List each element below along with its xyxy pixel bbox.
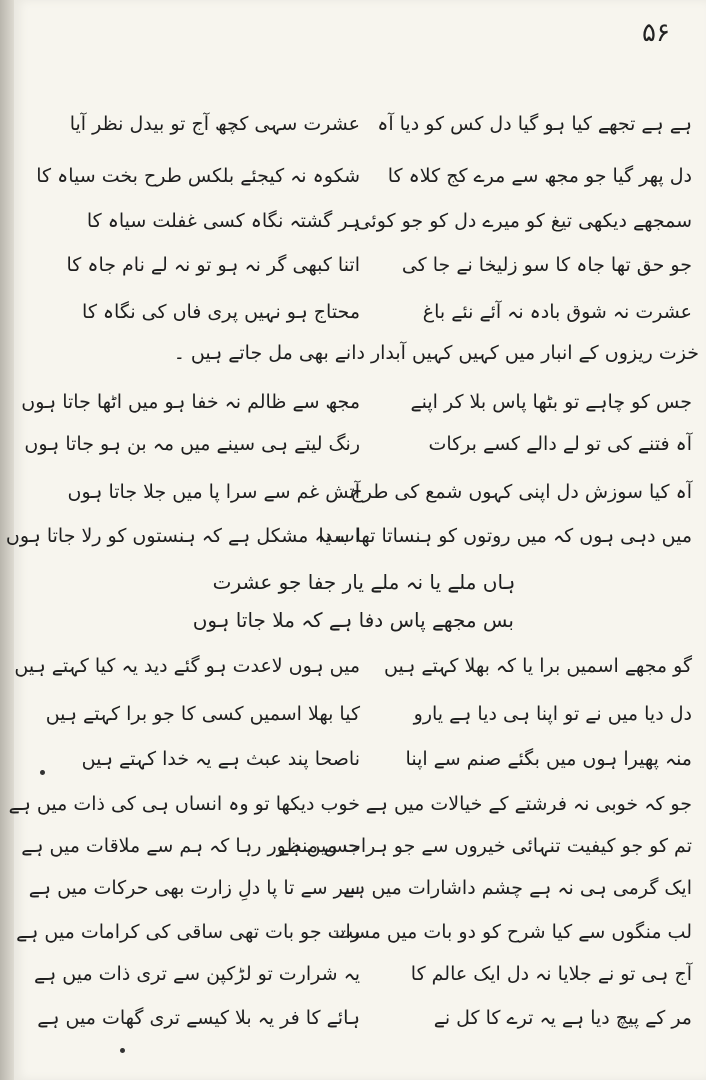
verse-right: آج ہی تو نے جلایا نہ دل ایک عالم کا [410, 963, 692, 985]
verse-left: رنگ لیتے ہی سینے میں مہ بن ہو جاتا ہوں [24, 433, 360, 455]
verse-right: منہ پھیرا ہوں میں بگئے صنم سے اپنا [405, 748, 692, 770]
verse-right: دل دیا میں نے تو اپنا ہی دیا ہے یارو [413, 703, 692, 725]
verse-left: میں ہوں لاعدت ہو گئے دید یہ کیا کہتے ہیں [14, 655, 360, 677]
verse-right: جو کہ خوبی نہ فرشتے کے خیالات میں ہے [365, 793, 692, 815]
verse-left: رات جو بات تھی ساقی کی کرامات میں ہے [16, 921, 360, 943]
verse-right: آہ فتنے کی تو لے دالے کسے برکات [428, 433, 692, 455]
verse-right: جس کو چاہے تو بٹھا پاس بلا کر اپنے [410, 391, 692, 413]
verse-left: کیا بھلا اسمیں کسی کا جو برا کہتے ہیں [45, 703, 360, 725]
ink-speck [40, 770, 45, 775]
verse-right: جو حق تھا جاہ کا سو زلیخا نے جا کی [401, 254, 692, 276]
verse-right: گو مجھے اسمیں برا یا کہ بھلا کہتے ہیں [384, 655, 692, 677]
centered-verse: ہاں ملے یا نہ ملے یار جفا جو عشرت [212, 570, 516, 594]
verse-right: آہ کیا سوزش دل اپنی کہوں شمع کی طرح [350, 481, 692, 503]
verse-left: سر سے تا پا دلِ زارت بھی حرکات میں ہے [28, 877, 360, 899]
ink-speck [120, 1048, 125, 1053]
verse-right: ہے ہے تجھے کیا ہو گیا دل کس کو دیا آہ [377, 113, 692, 135]
verse-left: آتش غم سے سرا پا میں جلا جاتا ہوں [67, 481, 360, 503]
verse-left: ہائے کا فر یہ بلا کیسے تری گھات میں ہے [37, 1007, 360, 1029]
verse-right: دل پھر گیا جو مجھ سے مرے کج کلاہ کا [387, 165, 692, 187]
verse-left: محتاج ہو نہیں پری فاں کی نگاہ کا [82, 301, 360, 323]
verse-left: یہ شرارت تو لڑکپن سے تری ذات میں ہے [33, 963, 360, 985]
verse-right: تم کو جو کیفیت تنہائی خیروں سے جو ہرات میں ہے [278, 835, 692, 857]
verse-left: خوب دیکھا تو وہ انساں ہی کی ذات میں ہے [8, 793, 360, 815]
verse-left: عشرت سہی کچھ آج تو بیدل نظر آیا [69, 113, 360, 135]
verse-right: لب منگوں سے کیا شرح کو دو بات میں مست [335, 921, 692, 943]
verse-right: مر کے پیچ دیا ہے یہ ترے کا کل نے [433, 1007, 692, 1029]
verse-left: جس منظور رہا کہ ہم سے ملاقات میں ہے [21, 835, 360, 857]
verse-left: اب یہ مشکل ہے کہ ہنستوں کو رلا جاتا ہوں [5, 525, 360, 547]
verse-left: ہر گشتہ نگاہ کسی غفلت سیاہ کا [86, 210, 360, 232]
verse-right: ایک گرمی ہی نہ ہے چشم داشارات میں ہے [343, 877, 692, 899]
verse-right: عشرت نہ شوق بادہ نہ آئے نئے باغ [422, 301, 692, 323]
verse-left: اتنا کبھی گر نہ ہو تو نہ لے نام جاہ کا [66, 254, 360, 276]
verse-right: سمجھے دیکھی تیغ کو میرے دل کو جو کوئی [355, 210, 692, 232]
prose-line: خزت ریزوں کے انبار میں کہیں کہیں آبدار دانے بھی مل جاتے ہیں ۔ [173, 342, 699, 364]
verse-right: میں دہی ہوں کہ میں روتوں کو ہنساتا تھا سدا [318, 525, 692, 547]
book-page [5, 0, 706, 1080]
verse-left: ناصحا پند عبث ہے یہ خدا کہتے ہیں [81, 748, 360, 770]
verse-left: شکوہ نہ کیجئے بلکس طرح بخت سیاہ کا [36, 165, 360, 187]
page-number: ۵۶ [642, 18, 670, 48]
verse-left: مجھ سے ظالم نہ خفا ہو میں اٹھا جاتا ہوں [21, 391, 360, 413]
centered-verse: بس مجھے پاس دفا ہے کہ ملا جاتا ہوں [192, 608, 514, 632]
